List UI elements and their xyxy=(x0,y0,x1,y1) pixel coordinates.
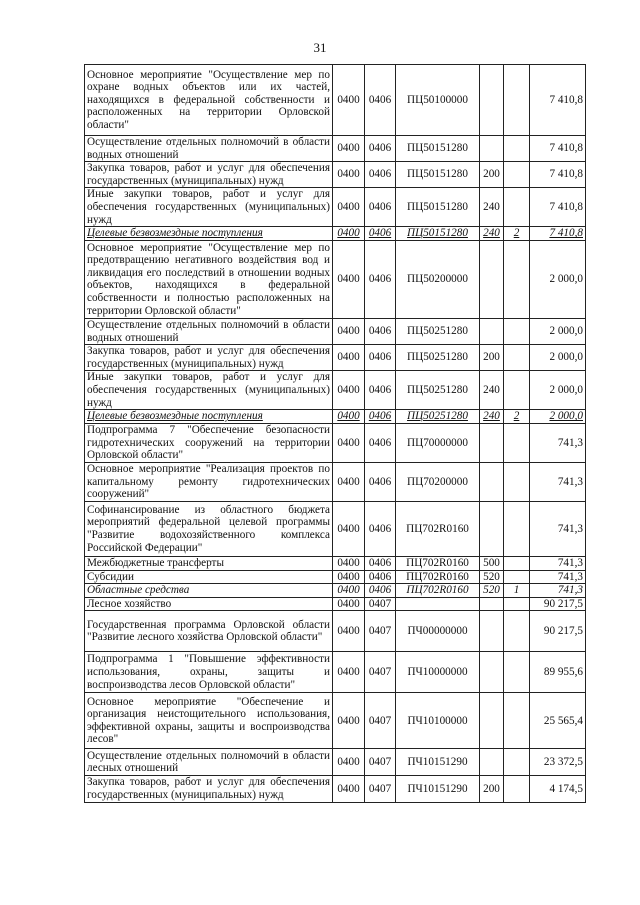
row-amount: 4 174,5 xyxy=(530,776,586,802)
row-subsection: 0407 xyxy=(365,749,396,776)
row-subsection: 0406 xyxy=(365,65,396,136)
row-section: 0400 xyxy=(333,345,365,371)
row-section: 0400 xyxy=(333,240,365,318)
row-expense-type: 240 xyxy=(480,410,504,424)
row-section: 0400 xyxy=(333,776,365,802)
row-funding-source: 1 xyxy=(504,584,530,598)
row-target-article: ПЧ10100000 xyxy=(396,693,480,749)
table-row xyxy=(85,776,586,802)
row-subsection: 0406 xyxy=(365,162,396,188)
row-amount: 90 217,5 xyxy=(530,597,586,611)
row-amount: 2 000,0 xyxy=(530,410,586,424)
row-funding-source xyxy=(504,462,530,501)
row-name: Основное мероприятие "Реализация проектов по капитальному ремонту гидротехнических сооружений" xyxy=(85,462,333,501)
row-amount: 25 565,4 xyxy=(530,693,586,749)
row-expense-type xyxy=(480,611,504,652)
row-funding-source xyxy=(504,501,530,556)
row-section: 0400 xyxy=(333,462,365,501)
row-expense-type: 200 xyxy=(480,345,504,371)
row-section: 0400 xyxy=(333,162,365,188)
page-number: 31 xyxy=(313,40,327,55)
row-expense-type xyxy=(480,501,504,556)
row-target-article: ПЦ50151280 xyxy=(396,188,480,227)
row-subsection: 0407 xyxy=(365,597,396,611)
row-target-article: ПЦ50100000 xyxy=(396,65,480,136)
row-amount: 23 372,5 xyxy=(530,749,586,776)
row-target-article: ПЦ50151280 xyxy=(396,227,480,241)
table-row xyxy=(85,611,586,652)
table-row xyxy=(85,556,586,570)
row-section: 0400 xyxy=(333,188,365,227)
row-name: Осуществление отдельных полномочий в области лесных отношений xyxy=(85,749,333,776)
row-funding-source xyxy=(504,693,530,749)
row-name: Подпрограмма 7 "Обеспечение безопасности гидротехнических сооружений на территории Орловской области" xyxy=(85,423,333,462)
row-target-article: ПЦ50251280 xyxy=(396,410,480,424)
table-row xyxy=(85,371,586,410)
table-row xyxy=(85,162,586,188)
row-name: Закупка товаров, работ и услуг для обеспечения государственных (муниципальных) нужд xyxy=(85,776,333,802)
row-section: 0400 xyxy=(333,501,365,556)
row-section: 0400 xyxy=(333,652,365,693)
row-name: Закупка товаров, работ и услуг для обеспечения государственных (муниципальных) нужд xyxy=(85,345,333,371)
table-row xyxy=(85,749,586,776)
row-expense-type xyxy=(480,652,504,693)
row-funding-source xyxy=(504,136,530,162)
row-amount: 741,3 xyxy=(530,584,586,598)
table-row xyxy=(85,570,586,584)
row-funding-source xyxy=(504,652,530,693)
row-expense-type: 200 xyxy=(480,776,504,802)
row-amount: 2 000,0 xyxy=(530,345,586,371)
row-name: Подпрограмма 1 "Повышение эффективности использования, охраны, защиты и воспроизводства лесов Орловской области" xyxy=(85,652,333,693)
row-subsection: 0406 xyxy=(365,462,396,501)
row-funding-source xyxy=(504,423,530,462)
row-expense-type: 520 xyxy=(480,570,504,584)
row-subsection: 0406 xyxy=(365,570,396,584)
row-expense-type: 240 xyxy=(480,188,504,227)
row-expense-type xyxy=(480,462,504,501)
row-subsection: 0406 xyxy=(365,371,396,410)
row-funding-source xyxy=(504,188,530,227)
row-amount: 7 410,8 xyxy=(530,188,586,227)
row-amount: 741,3 xyxy=(530,570,586,584)
row-subsection: 0406 xyxy=(365,345,396,371)
row-name: Основное мероприятие "Осуществление мер по охране водных объектов или их частей, находящихся в федеральной собственности и расположенных на территории Орловской области" xyxy=(85,65,333,136)
row-section: 0400 xyxy=(333,570,365,584)
row-name: Областные средства xyxy=(85,584,333,598)
row-funding-source xyxy=(504,556,530,570)
row-subsection: 0407 xyxy=(365,776,396,802)
row-amount: 7 410,8 xyxy=(530,162,586,188)
row-amount: 2 000,0 xyxy=(530,240,586,318)
table-row xyxy=(85,65,586,136)
row-expense-type xyxy=(480,136,504,162)
row-target-article: ПЦ70200000 xyxy=(396,462,480,501)
row-amount: 7 410,8 xyxy=(530,136,586,162)
row-target-article: ПЧ10151290 xyxy=(396,749,480,776)
table-row xyxy=(85,318,586,344)
row-subsection: 0406 xyxy=(365,136,396,162)
table-row xyxy=(85,423,586,462)
row-funding-source: 2 xyxy=(504,410,530,424)
row-section: 0400 xyxy=(333,611,365,652)
row-expense-type: 240 xyxy=(480,227,504,241)
row-target-article: ПЧ10000000 xyxy=(396,652,480,693)
row-amount: 741,3 xyxy=(530,423,586,462)
row-name: Осуществление отдельных полномочий в области водных отношений xyxy=(85,136,333,162)
row-subsection: 0406 xyxy=(365,584,396,598)
row-expense-type xyxy=(480,423,504,462)
table-row xyxy=(85,410,586,424)
row-funding-source xyxy=(504,162,530,188)
row-section: 0400 xyxy=(333,227,365,241)
row-funding-source xyxy=(504,65,530,136)
row-name: Иные закупки товаров, работ и услуг для обеспечения государственных (муниципальных) нужд xyxy=(85,188,333,227)
table-row xyxy=(85,652,586,693)
row-target-article: ПЦ50251280 xyxy=(396,318,480,344)
row-amount: 2 000,0 xyxy=(530,371,586,410)
table-row xyxy=(85,597,586,611)
table-row xyxy=(85,227,586,241)
row-name: Иные закупки товаров, работ и услуг для обеспечения государственных (муниципальных) нужд xyxy=(85,371,333,410)
row-expense-type xyxy=(480,749,504,776)
row-target-article: ПЦ50151280 xyxy=(396,162,480,188)
row-subsection: 0406 xyxy=(365,410,396,424)
row-name: Софинансирование из областного бюджета мероприятий федеральной целевой программы "Развитие водохозяйственного комплекса Российской Федерации" xyxy=(85,501,333,556)
row-expense-type xyxy=(480,597,504,611)
row-funding-source xyxy=(504,570,530,584)
row-subsection: 0406 xyxy=(365,240,396,318)
row-funding-source xyxy=(504,345,530,371)
row-funding-source xyxy=(504,749,530,776)
row-expense-type xyxy=(480,65,504,136)
row-subsection: 0406 xyxy=(365,423,396,462)
row-funding-source xyxy=(504,318,530,344)
row-expense-type: 500 xyxy=(480,556,504,570)
table-row xyxy=(85,240,586,318)
row-section: 0400 xyxy=(333,65,365,136)
row-target-article xyxy=(396,597,480,611)
row-expense-type xyxy=(480,318,504,344)
row-subsection: 0406 xyxy=(365,227,396,241)
row-expense-type xyxy=(480,693,504,749)
row-target-article: ПЦ702R0160 xyxy=(396,584,480,598)
row-name: Основное мероприятие "Осуществление мер по предотвращению негативного воздействия вод и ликвидация его последствий в отношении водных объектов, находящихся в федеральной собственности и полностью расположенных на территории Орловской области" xyxy=(85,240,333,318)
row-subsection: 0406 xyxy=(365,188,396,227)
row-amount: 741,3 xyxy=(530,556,586,570)
row-amount: 741,3 xyxy=(530,501,586,556)
row-section: 0400 xyxy=(333,136,365,162)
row-subsection: 0406 xyxy=(365,318,396,344)
row-target-article: ПЧ10151290 xyxy=(396,776,480,802)
row-section: 0400 xyxy=(333,556,365,570)
row-target-article: ПЦ50151280 xyxy=(396,136,480,162)
row-name: Целевые безвозмездные поступления xyxy=(85,227,333,241)
row-funding-source xyxy=(504,371,530,410)
row-section: 0400 xyxy=(333,423,365,462)
row-name: Осуществление отдельных полномочий в области водных отношений xyxy=(85,318,333,344)
row-section: 0400 xyxy=(333,584,365,598)
table-row xyxy=(85,462,586,501)
table-row xyxy=(85,188,586,227)
table-body xyxy=(85,65,586,803)
row-name: Целевые безвозмездные поступления xyxy=(85,410,333,424)
row-amount: 2 000,0 xyxy=(530,318,586,344)
row-name: Лесное хозяйство xyxy=(85,597,333,611)
table-row xyxy=(85,136,586,162)
row-expense-type: 200 xyxy=(480,162,504,188)
row-amount: 89 955,6 xyxy=(530,652,586,693)
row-funding-source xyxy=(504,240,530,318)
row-section: 0400 xyxy=(333,693,365,749)
row-subsection: 0406 xyxy=(365,556,396,570)
row-funding-source xyxy=(504,597,530,611)
row-subsection: 0407 xyxy=(365,611,396,652)
row-name: Государственная программа Орловской области "Развитие лесного хозяйства Орловской области" xyxy=(85,611,333,652)
row-amount: 90 217,5 xyxy=(530,611,586,652)
row-funding-source xyxy=(504,776,530,802)
row-target-article: ПЦ702R0160 xyxy=(396,556,480,570)
table-row xyxy=(85,693,586,749)
row-name: Закупка товаров, работ и услуг для обеспечения государственных (муниципальных) нужд xyxy=(85,162,333,188)
row-name: Межбюджетные трансферты xyxy=(85,556,333,570)
row-name: Основное мероприятие "Обеспечение и организация неистощительного использования, эффективной охраны, защиты и воспроизводства лесов" xyxy=(85,693,333,749)
row-subsection: 0406 xyxy=(365,501,396,556)
row-amount: 741,3 xyxy=(530,462,586,501)
row-target-article: ПЦ702R0160 xyxy=(396,501,480,556)
row-expense-type: 240 xyxy=(480,371,504,410)
table-row xyxy=(85,345,586,371)
row-subsection: 0407 xyxy=(365,693,396,749)
row-target-article: ПЦ70000000 xyxy=(396,423,480,462)
row-funding-source xyxy=(504,611,530,652)
row-amount: 7 410,8 xyxy=(530,65,586,136)
table-row xyxy=(85,501,586,556)
row-target-article: ПЦ50251280 xyxy=(396,371,480,410)
row-subsection: 0407 xyxy=(365,652,396,693)
row-section: 0400 xyxy=(333,597,365,611)
row-target-article: ПЧ00000000 xyxy=(396,611,480,652)
row-section: 0400 xyxy=(333,749,365,776)
row-expense-type: 520 xyxy=(480,584,504,598)
row-name: Субсидии xyxy=(85,570,333,584)
row-target-article: ПЦ50251280 xyxy=(396,345,480,371)
row-section: 0400 xyxy=(333,410,365,424)
row-amount: 7 410,8 xyxy=(530,227,586,241)
row-target-article: ПЦ50200000 xyxy=(396,240,480,318)
budget-table xyxy=(84,64,586,803)
row-expense-type xyxy=(480,240,504,318)
row-target-article: ПЦ702R0160 xyxy=(396,570,480,584)
row-section: 0400 xyxy=(333,371,365,410)
row-funding-source: 2 xyxy=(504,227,530,241)
row-section: 0400 xyxy=(333,318,365,344)
table-row xyxy=(85,584,586,598)
